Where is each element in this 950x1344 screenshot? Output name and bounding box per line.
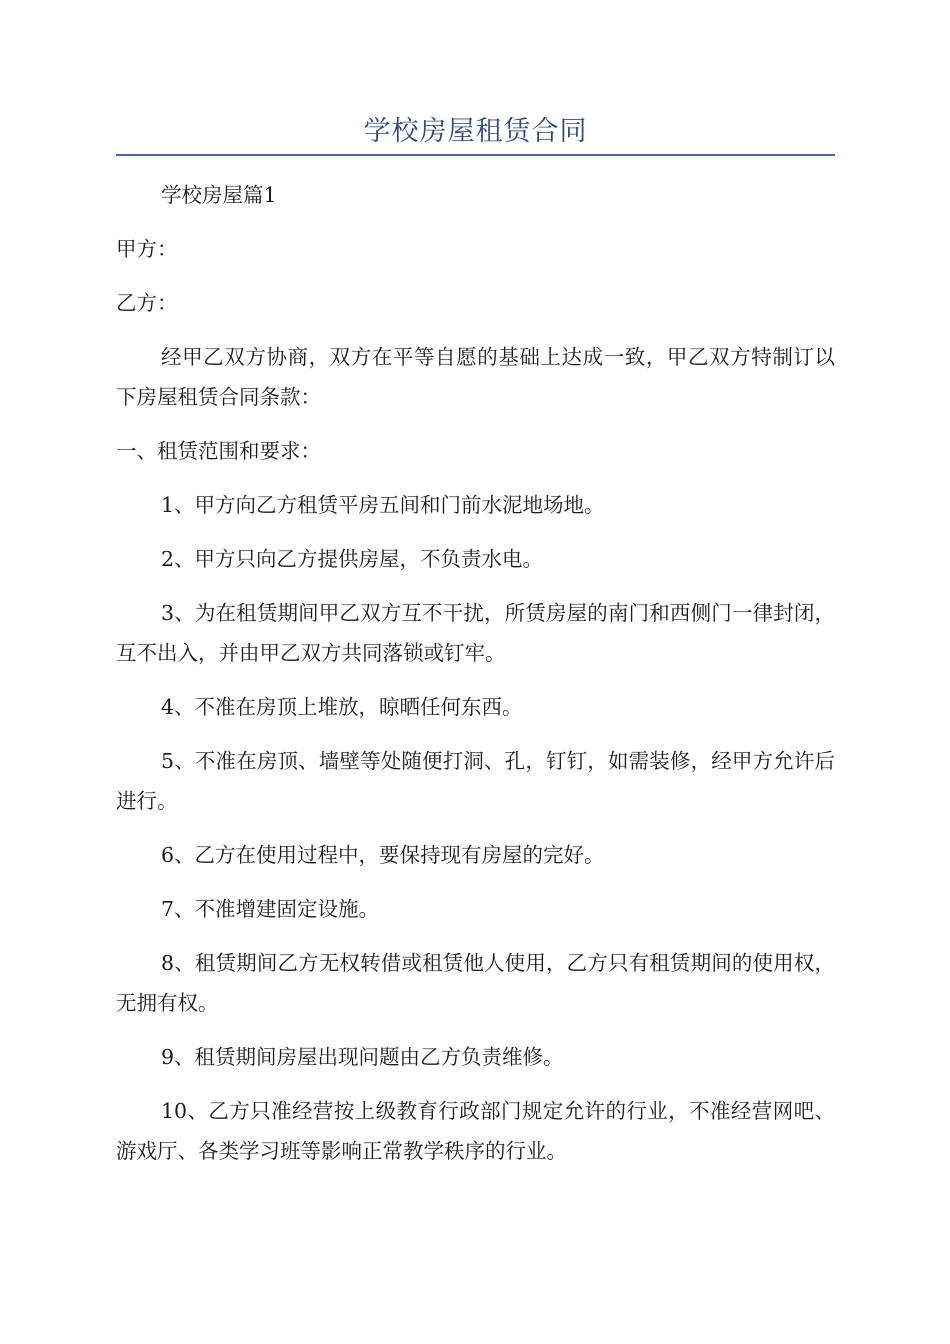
clause-item: 8、租赁期间乙方无权转借或租赁他人使用，乙方只有租赁期间的使用权，无拥有权。 bbox=[116, 951, 835, 1015]
clause-item: 3、为在租赁期间甲乙双方互不干扰，所赁房屋的南门和西侧门一律封闭，互不出入，并由甲乙双方共同落锁或钉牢。 bbox=[116, 601, 835, 665]
clause-item: 6、乙方在使用过程中，要保持现有房屋的完好。 bbox=[161, 843, 605, 867]
clause-item: 5、不准在房顶、墙壁等处随便打洞、孔，钉钉，如需装修，经甲方允许后进行。 bbox=[116, 749, 835, 813]
clause-item: 1、甲方向乙方租赁平房五间和门前水泥地场地。 bbox=[161, 493, 605, 517]
clause-item: 2、甲方只向乙方提供房屋，不负责水电。 bbox=[161, 547, 544, 571]
title-underline bbox=[116, 154, 835, 156]
clause-item: 4、不准在房顶上堆放，晾晒任何东西。 bbox=[161, 695, 523, 719]
clause-item: 7、不准增建固定设施。 bbox=[161, 897, 380, 921]
clause-item: 9、租赁期间房屋出现问题由乙方负责维修。 bbox=[161, 1045, 564, 1069]
clause-item: 10、乙方只准经营按上级教育行政部门规定允许的行业，不准经营网吧、游戏厅、各类学习班等影响正常教学秩序的行业。 bbox=[116, 1099, 835, 1163]
clause-heading: 一、租赁范围和要求： bbox=[116, 439, 321, 463]
intro-paragraph: 经甲乙双方协商，双方在平等自愿的基础上达成一致，甲乙双方特制订以下房屋租赁合同条款： bbox=[116, 345, 835, 409]
document-body bbox=[116, 175, 835, 1171]
document-title: 学校房屋租赁合同 bbox=[363, 116, 588, 147]
party-b-line: 乙方： bbox=[116, 291, 178, 315]
party-a-line: 甲方： bbox=[116, 237, 178, 261]
section-heading: 学校房屋篇1 bbox=[161, 183, 277, 207]
